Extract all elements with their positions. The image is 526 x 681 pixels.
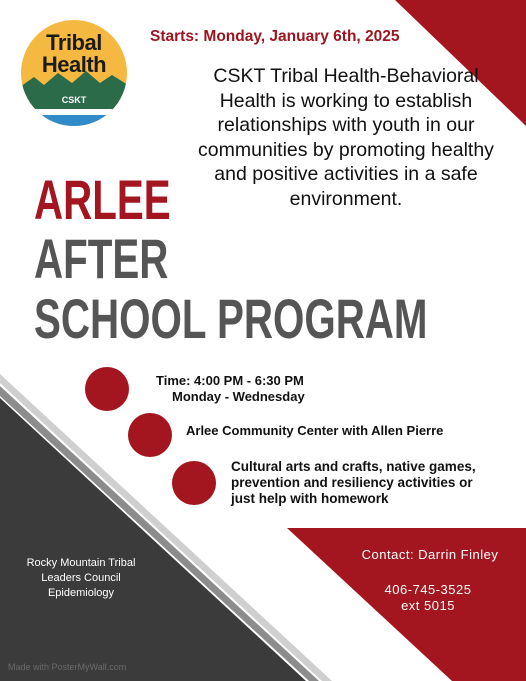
time-block: [156, 373, 305, 405]
sponsor-line-1: Rocky Mountain Tribal: [26, 557, 136, 569]
contact-phone: 406-745-3525: [384, 582, 472, 597]
contact-name: Contact: Darrin Finley: [361, 547, 499, 562]
title-arlee: ARLEE: [34, 168, 171, 231]
bullet-dot-location: [128, 413, 172, 457]
activities-block: [231, 459, 476, 507]
logo-text-tribal: Tribal: [46, 30, 102, 55]
days-text: Monday - Wednesday: [172, 389, 305, 404]
bullet-dot-time: [85, 367, 129, 411]
logo-text-health: Health: [41, 52, 107, 77]
start-date: Starts: Monday, January 6th, 2025: [150, 28, 400, 45]
title-after: AFTER: [34, 227, 169, 290]
activities-line-1: Cultural arts and crafts, native games,: [231, 459, 476, 474]
contact-ext: ext 5015: [401, 598, 455, 613]
tribal-health-logo: [20, 19, 128, 127]
title-school-program: SCHOOL PROGRAM: [34, 287, 428, 350]
time-text: Time: 4:00 PM - 6:30 PM: [156, 373, 304, 388]
activities-line-2: prevention and resiliency activities or: [231, 475, 473, 490]
location-text: Arlee Community Center with Allen Pierre: [186, 423, 444, 438]
sponsor-organization: [8, 556, 154, 601]
activities-line-3: just help with homework: [231, 491, 389, 506]
sponsor-line-2: Leaders Council: [41, 572, 121, 584]
sponsor-line-3: Epidemiology: [47, 587, 115, 599]
bullet-dot-activities: [172, 461, 216, 505]
logo-text-cskt: CSKT: [61, 95, 87, 105]
watermark: Made with PosterMyWall.com: [8, 662, 127, 672]
program-description: CSKT Tribal Health-Behavioral Health is working to establish relationships with youth in our communities by promoting healthy and positive activities in a safe environment.: [198, 65, 494, 210]
